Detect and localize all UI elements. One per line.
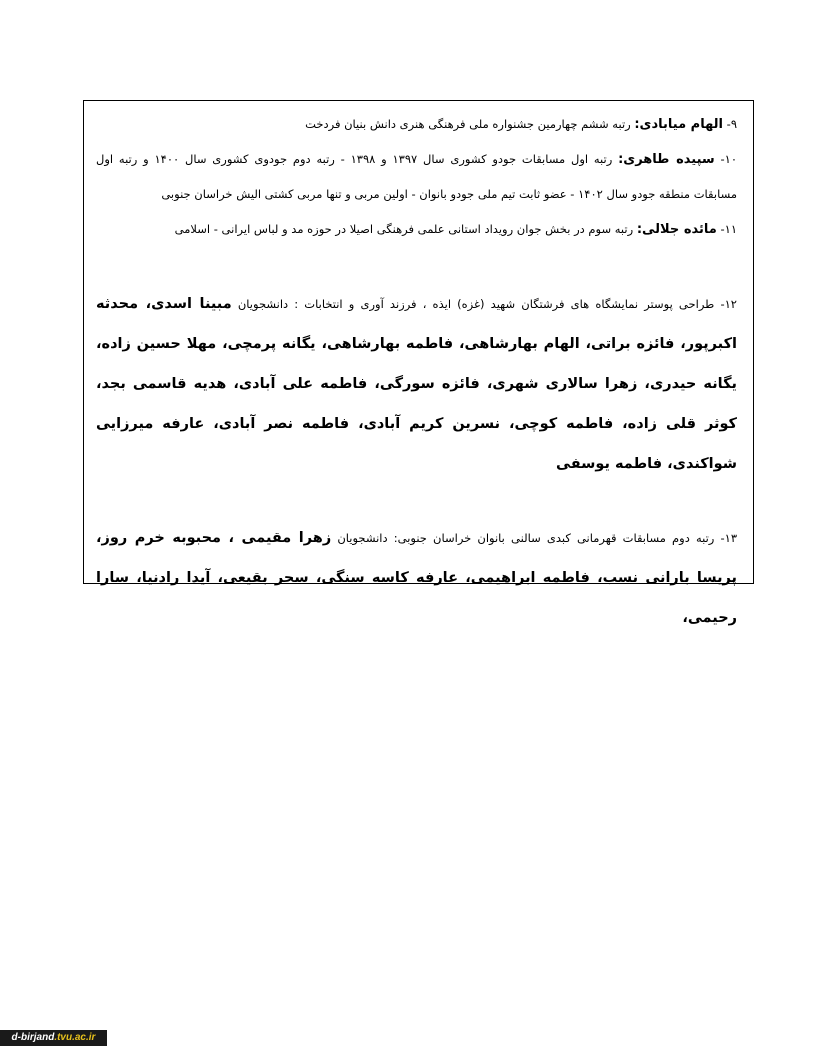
item-text: رتبه دوم مسابقات قهرمانی کبدی سالنی بانوان خراسان جنوبی: دانشجویان: [331, 531, 721, 545]
student-names: مبینا اسدی، محدثه اکبرپور، فائزه براتی، الهام بهارشاهی، فاطمه بهارشاهی، یگانه پرمچی، مهلا حسین زاده، یگانه حیدری، زهرا سالاری شهری، فائزه سورگی، فاطمه علی آبادی، هدیه قاسمی بجد، کوثر قلی زاده، فاطمه کوچی، نسرین کریم آبادی، فاطمه نصر آبادی، عارفه میرزایی شواکندی، فاطمه یوسفی: [96, 296, 737, 472]
watermark-prefix: d-birjand: [11, 1032, 55, 1043]
item-10: [96, 142, 737, 212]
item-number: ۱۳-: [720, 531, 737, 545]
item-number: ۱۲-: [720, 297, 737, 311]
item-number: ۱۱-: [720, 222, 737, 236]
item-11: [96, 212, 737, 247]
item-9: [96, 101, 737, 142]
item-12: [96, 284, 737, 484]
item-13: [96, 518, 737, 638]
item-number: ۹-: [726, 117, 737, 131]
person-name: سپیده طاهری:: [618, 152, 715, 167]
item-text: طراحی پوستر نمایشگاه های فرشتگان شهید (غزه) ایذه ، فرزند آوری و انتخابات : دانشجویان: [231, 297, 721, 311]
person-name: الهام میابادی:: [634, 117, 723, 132]
content-box: [83, 100, 754, 626]
item-number: ۱۰-: [720, 152, 738, 166]
watermark-domain: .tvu.ac.ir: [54, 1032, 96, 1043]
site-watermark: [0, 1030, 107, 1046]
person-name: مائده جلالی:: [636, 222, 717, 237]
item-text: رتبه سوم در بخش جوان رویداد استانی علمی فرهنگی اصیلا در حوزه مد و لباس ایرانی - اسلامی: [174, 222, 637, 236]
achievements-list: [96, 101, 737, 638]
student-names: زهرا مقیمی ، محبوبه خرم روز، پریسا بارانی نسب، فاطمه ابراهیمی، عارفه کاسه سنگی، سحر بقیعی، آیدا رادنیا، سارا رحیمی،: [96, 530, 737, 626]
item-text: رتبه اول مسابقات جودو کشوری سال ۱۳۹۷ و ۱۳۹۸ - رتبه دوم جودوی کشوری سال ۱۴۰۰ و رتبه اول مسابقات منطقه جودو سال ۱۴۰۲ - عضو ثابت تیم ملی جودو بانوان - اولین مربی و تنها مربی کشتی الیش خراسان جنوبی: [96, 152, 737, 201]
item-text: رتبه ششم چهارمین جشنواره ملی فرهنگی هنری دانش بنیان فردخت: [305, 117, 635, 131]
